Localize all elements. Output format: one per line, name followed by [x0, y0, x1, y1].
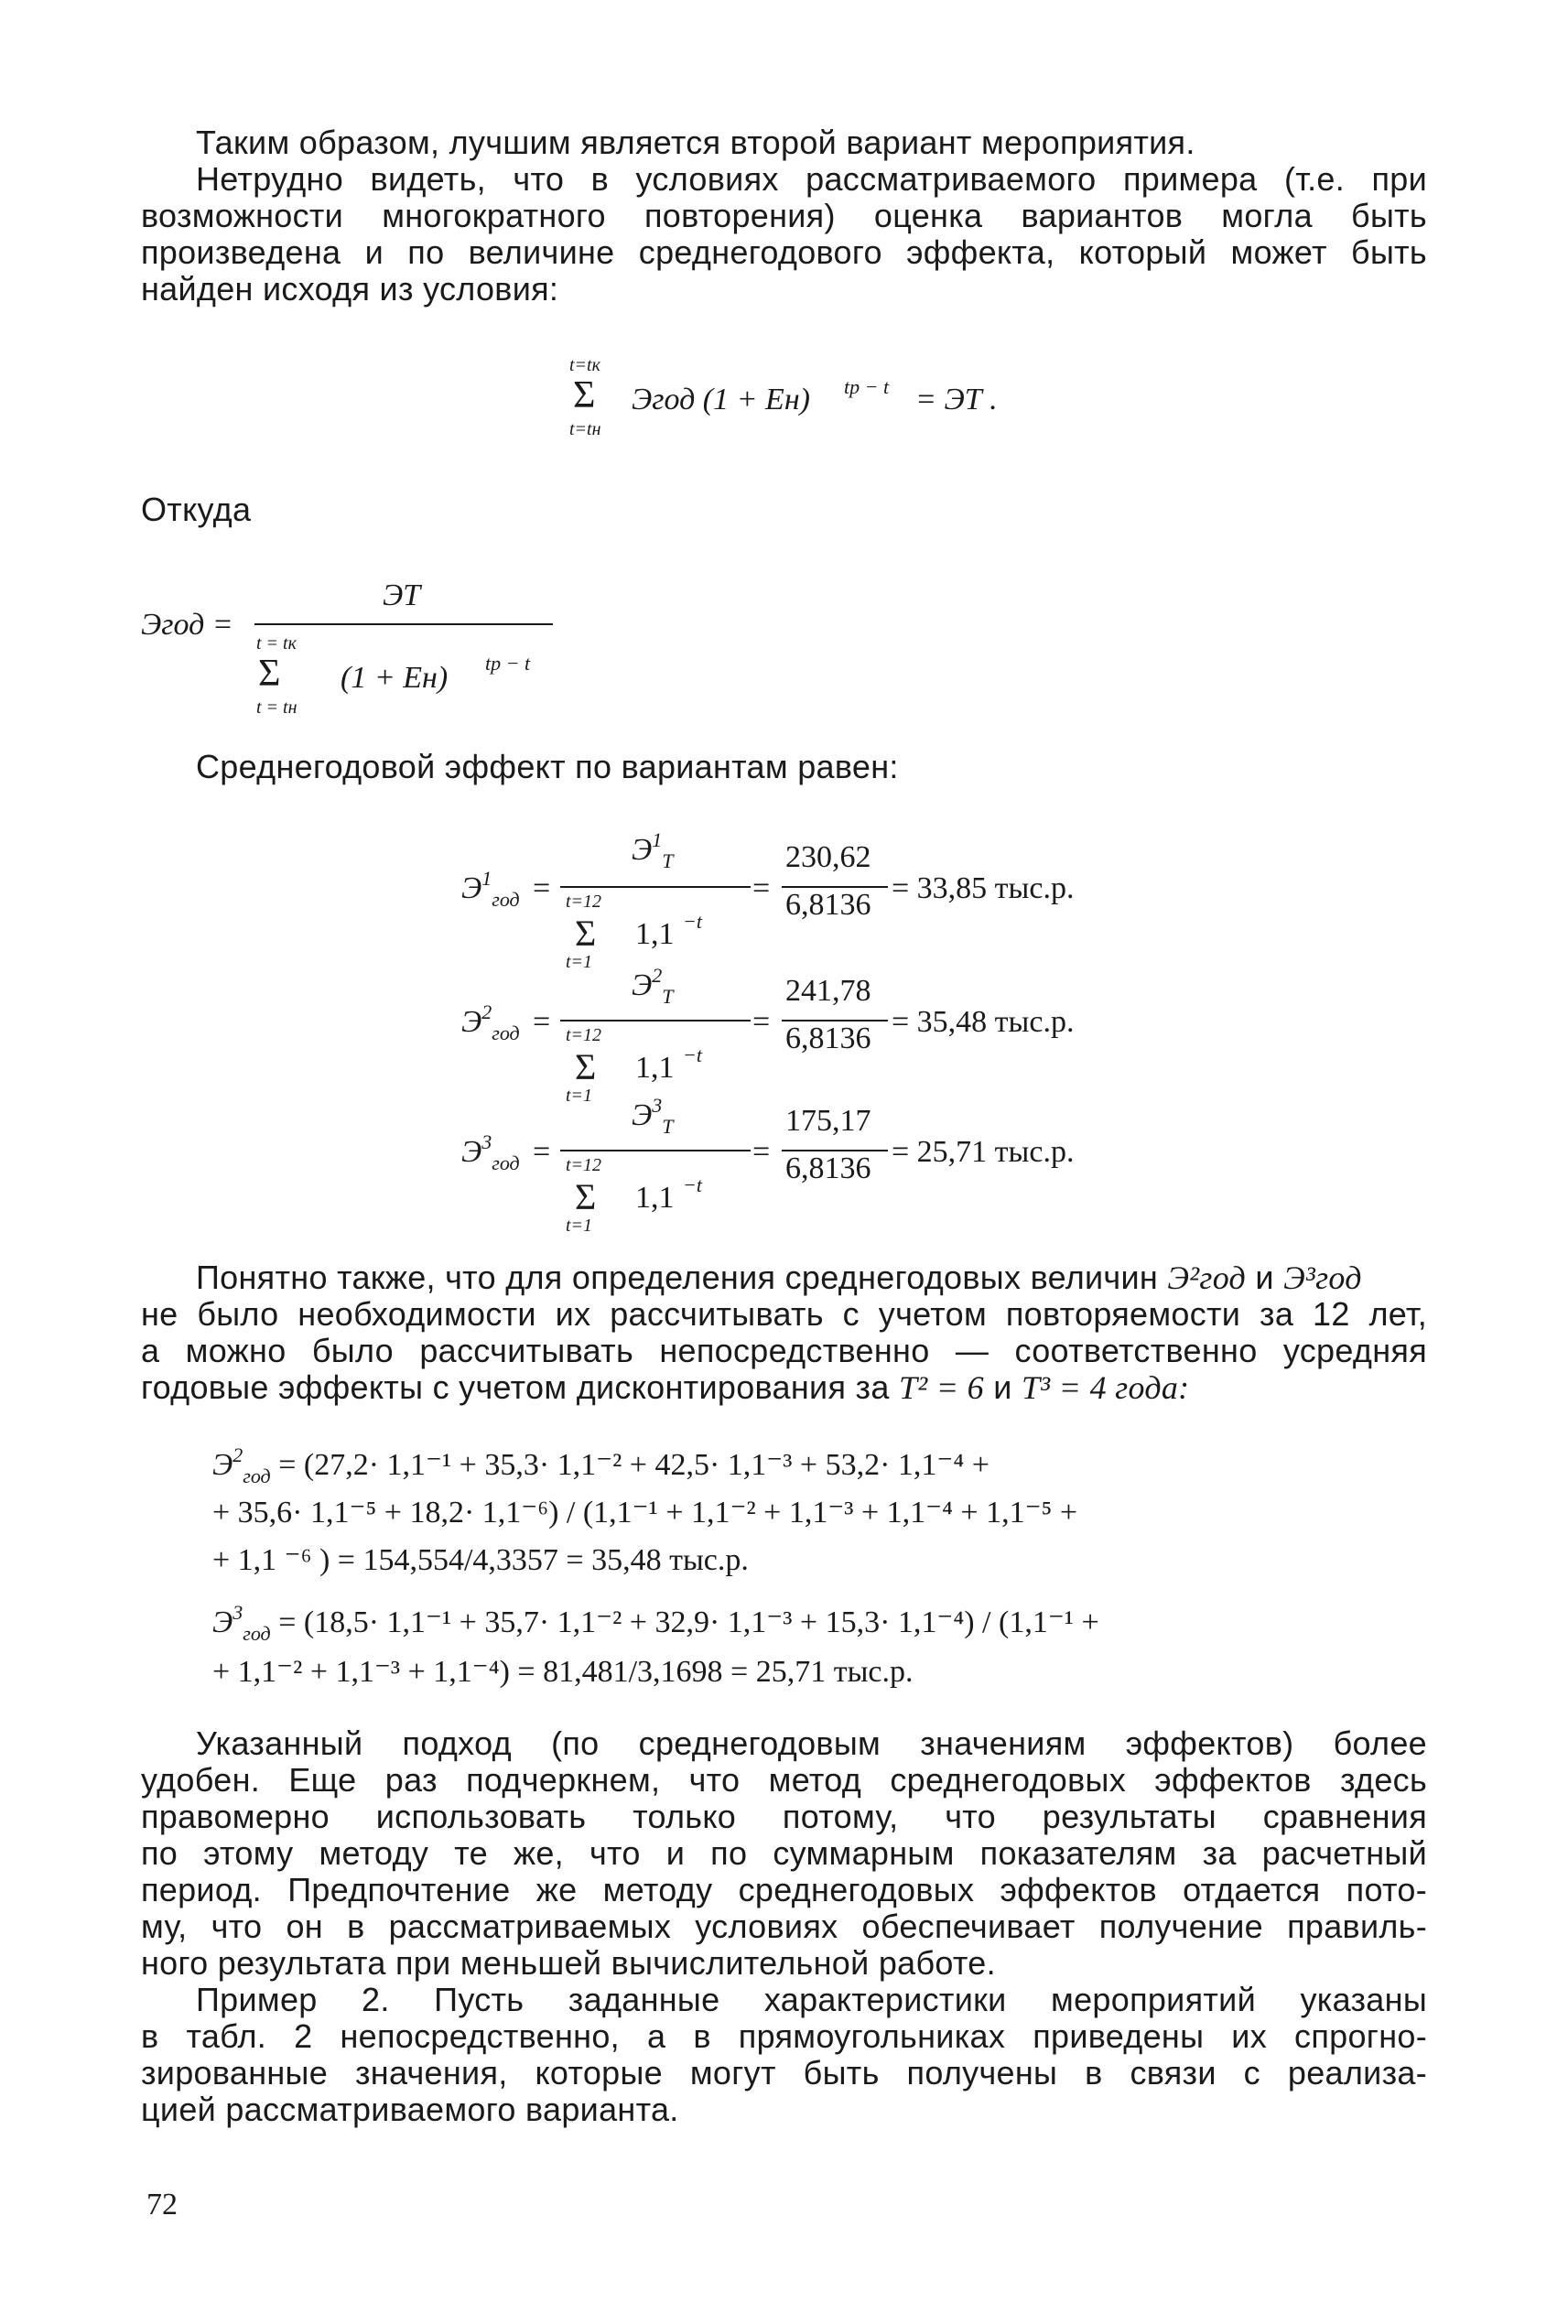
- eq-sign: =: [533, 871, 551, 905]
- formula2-numerator: ЭТ: [383, 578, 421, 612]
- text-line: найден исходя из условия:: [141, 270, 559, 308]
- sum-upper-limit: t=tк: [569, 355, 600, 375]
- fraction-bar: [560, 886, 751, 888]
- text-line: произведена и по величине среднегодового эффекта, который может быть: [141, 233, 1427, 271]
- inline-e2: Э²год: [1167, 1259, 1247, 1296]
- word-otkuda: Откуда: [141, 491, 252, 528]
- formula2-lhs: Эгод =: [141, 608, 233, 642]
- value-result: = 33,85 тыс.р.: [892, 871, 1075, 905]
- sum-sigma: Σ: [573, 374, 596, 416]
- lhs-sub: год: [492, 888, 520, 911]
- sum-lower-limit: t=tн: [569, 419, 601, 439]
- formula2-exponent: tр − t: [485, 652, 531, 675]
- paragraph-repeatability: Понятно также, что для определения среднегодовых величин Э²год и Э³год не было необходимости их рассчитывать с учетом повторяемости за 12 лет, а можно было рассчитывать непосредственно — соответственно усредняя годовые эффекты с учетом дисконтирования за T² = 6 и T³ = 4 года:: [141, 1259, 1427, 1406]
- text-line: Таким образом, лучшим является второй вариант мероприятия.: [196, 124, 1195, 161]
- page-number: 72: [146, 2188, 178, 2221]
- lhs-base: Э: [461, 871, 482, 905]
- text-line: Нетрудно видеть, что в условиях рассматриваемого примера (т.е. при: [196, 160, 1427, 198]
- lhs-sup: 1: [481, 867, 492, 890]
- value-denominator: 6,8136: [785, 888, 871, 922]
- fraction-bar: [560, 1020, 751, 1021]
- sum-upper-limit: t = tк: [256, 633, 297, 654]
- text-line: возможности многократного повторения) оценка вариантов могла быть: [141, 197, 1427, 234]
- fraction-bar: [560, 1150, 751, 1151]
- formula-rhs: = ЭТ .: [915, 383, 998, 416]
- formula2-body: (1 + Eн): [341, 661, 449, 695]
- inline-e3: Э³год: [1283, 1259, 1362, 1296]
- paragraph-avg-effect-intro: [141, 161, 1427, 308]
- paragraph-example-2: Пример 2. Пусть заданные характеристики мероприятий указаны в табл. 2 непосредственно, а в прямоугольниках приведены их спрогно- зированные значения, которые могут быть получены в связи с реализа- цией рассматриваемого варианта.: [141, 1981, 1427, 2128]
- value-numerator: 230,62: [785, 840, 871, 874]
- formula-exponent: tр − t: [844, 375, 890, 398]
- paragraph-conclusion: [141, 124, 1427, 161]
- sum-sigma: Σ: [258, 653, 281, 695]
- document-page: Таким образом, лучшим является второй вариант мероприятия. Нетрудно видеть, что в условиях рассматриваемого примера (т.е. при возможности многократного повторения) оценка вариантов могла быть произведена и по величине среднегодового эффекта, который может быть найден исходя из условия: t=tк Σ t=tн Эгод (1 + Eн) tр − t = ЭТ . Откуда Эгод = ЭТ t = tк Σ t = tн (1 + Eн) tр − t Среднегодовой эффект по вариантам равен: $Э^1_{год}$ = $Э^1_Т$ t=12 Σ 1,1 −t t=1 = 230,62 6,8136 = 33,85 тыс.р. $Э^2_{год}$ = $Э^2_Т$ t=12 Σ 1,1 −t t=1 = 241,78 6,8136 = 35,48 тыс.р. $Э^3_{год}$ = $Э^3_Т$ t=12 Σ 1,1 −t t=1 = 175,17 6,8136 = 25,71 тыс.р. Понятно также, что для определения среднегодовых величин Э²год и Э³год не было необходимости их рассчитывать с учетом повторяемости за 12 лет, а можно было рассчитывать непосредственно — соответственно усредняя годовые эффекты с учетом дисконтирования за T² = 6 и T³ = 4 года: $Э^2_{год} = (27,2\cdot 1,1^{-1} + 35,3\cdot 1,1^{-2} + 42,5\cdot 1,1^{-3} + 53,2\cdot 1,1^{-4}$ + + 35,6· 1,1⁻⁵ + 18,2· 1,1⁻⁶) / (1,1⁻¹ + 1,1⁻² + 1,1⁻³ + 1,1⁻⁴ + 1,1⁻⁵ + + 1,1 ⁻⁶ ) = 154,554/4,3357 = 35,48 тыс.р. $Э^3_{год} = (18,5\cdot 1,1^{-1} + 35,7\cdot 1,1^{-2} + 32,9\cdot 1,1^{-3} + 15,3\cdot 1,1^{-4}) / (1,1^{-1}$ + + 1,1⁻² + 1,1⁻³ + 1,1⁻⁴) = 81,481/3,1698 = 25,71 тыс.р. Указанный подход (по среднегодовым значениям эффектов) более удобен. Еще раз подчеркнем, что метод среднегодовых эффектов здесь правомерно использовать только потому, что результаты сравнения по этому методу те же, что и по суммарным показателям за расчетный период. Предпочтение же методу среднегодовых эффектов отдается пото- му, что он в рассматриваемых условиях обеспечивает получение правиль- ного результата при меньшей вычислительной работе. Пример 2. Пусть заданные характеристики мероприятий указаны в табл. 2 непосредственно, а в прямоугольниках приведены их спрогно- зированные значения, которые могут быть получены в связи с реализа- цией рассматриваемого варианта. 72: [141, 124, 1427, 2221]
- sum-lower-limit: t = tн: [256, 697, 297, 718]
- formula-body: Эгод (1 + Eн): [632, 383, 811, 416]
- fraction-bar: [254, 623, 553, 625]
- paragraph-by-variants: Среднегодовой эффект по вариантам равен:: [196, 748, 899, 785]
- paragraph-approach: Указанный подход (по среднегодовым значениям эффектов) более удобен. Еще раз подчеркнем, что метод среднегодовых эффектов здесь правомерно использовать только потому, что результаты сравнения по этому методу те же, что и по суммарным показателям за расчетный период. Предпочтение же методу среднегодовых эффектов отдается пото- му, что он в рассматриваемых условиях обеспечивает получение правиль- ного результата при меньшей вычислительной работе.: [141, 1724, 1427, 1982]
